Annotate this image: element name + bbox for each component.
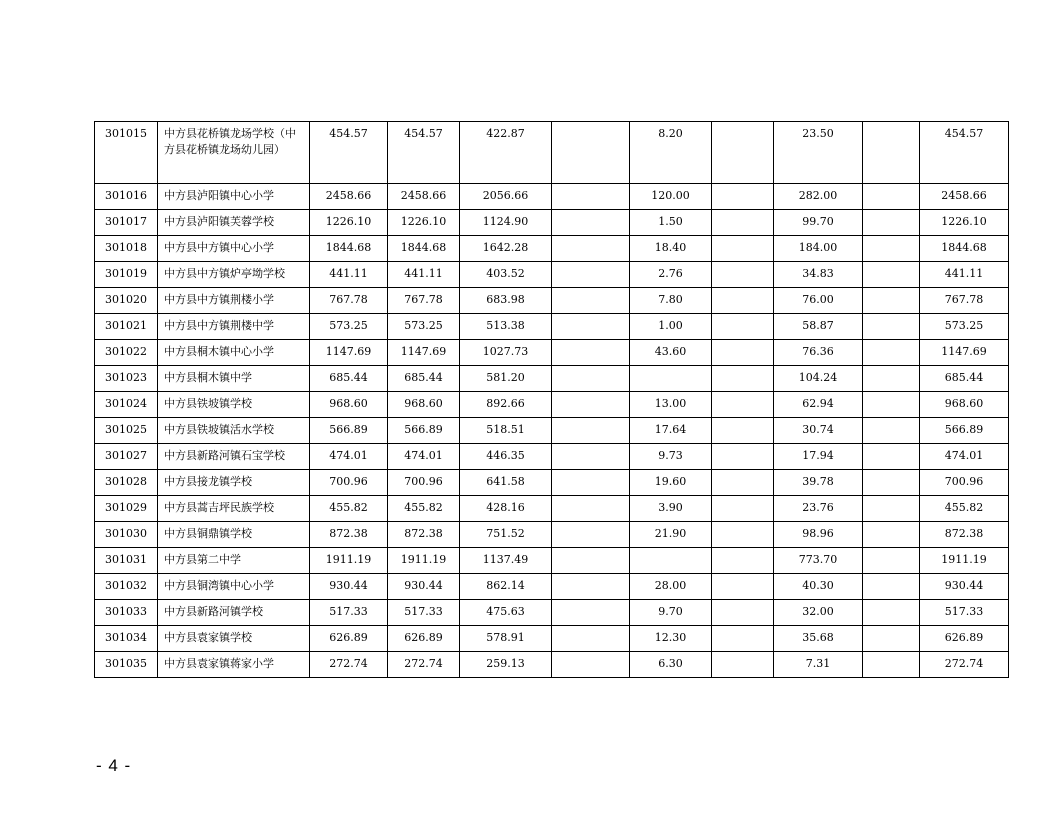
amount-cell: 641.58	[460, 470, 552, 496]
amount-cell	[552, 210, 630, 236]
amount-cell: 39.78	[774, 470, 863, 496]
amount-cell	[863, 470, 920, 496]
amount-cell	[863, 340, 920, 366]
amount-cell	[863, 122, 920, 184]
amount-cell: 685.44	[310, 366, 388, 392]
amount-cell: 700.96	[920, 470, 1009, 496]
unit-code-cell: 301018	[95, 236, 158, 262]
unit-code-cell: 301020	[95, 288, 158, 314]
amount-cell: 13.00	[630, 392, 712, 418]
amount-cell: 573.25	[920, 314, 1009, 340]
amount-cell: 272.74	[388, 652, 460, 678]
amount-cell: 34.83	[774, 262, 863, 288]
page-number: - 4 -	[96, 756, 132, 775]
amount-cell: 3.90	[630, 496, 712, 522]
amount-cell: 30.74	[774, 418, 863, 444]
unit-name-cell: 中方县泸阳镇芙蓉学校	[158, 210, 310, 236]
table-row	[95, 340, 1009, 366]
amount-cell	[630, 548, 712, 574]
amount-cell	[863, 210, 920, 236]
unit-code-cell: 301034	[95, 626, 158, 652]
unit-name-cell: 中方县铁坡镇学校	[158, 392, 310, 418]
amount-cell	[863, 652, 920, 678]
amount-cell: 1147.69	[920, 340, 1009, 366]
amount-cell: 104.24	[774, 366, 863, 392]
amount-cell: 32.00	[774, 600, 863, 626]
amount-cell: 21.90	[630, 522, 712, 548]
amount-cell: 259.13	[460, 652, 552, 678]
amount-cell	[552, 600, 630, 626]
unit-name-cell: 中方县桐木镇中心小学	[158, 340, 310, 366]
amount-cell: 454.57	[310, 122, 388, 184]
amount-cell	[552, 522, 630, 548]
amount-cell	[863, 392, 920, 418]
amount-cell: 19.60	[630, 470, 712, 496]
amount-cell	[630, 366, 712, 392]
amount-cell	[863, 626, 920, 652]
amount-cell: 872.38	[920, 522, 1009, 548]
amount-cell: 566.89	[920, 418, 1009, 444]
amount-cell: 773.70	[774, 548, 863, 574]
table-row	[95, 626, 1009, 652]
amount-cell: 23.76	[774, 496, 863, 522]
table-row	[95, 184, 1009, 210]
amount-cell: 62.94	[774, 392, 863, 418]
amount-cell: 518.51	[460, 418, 552, 444]
unit-name-cell: 中方县铁坡镇活水学校	[158, 418, 310, 444]
amount-cell: 683.98	[460, 288, 552, 314]
amount-cell: 1911.19	[388, 548, 460, 574]
amount-cell: 475.63	[460, 600, 552, 626]
amount-cell: 428.16	[460, 496, 552, 522]
unit-name-cell: 中方县泸阳镇中心小学	[158, 184, 310, 210]
amount-cell	[712, 288, 774, 314]
amount-cell: 1226.10	[920, 210, 1009, 236]
amount-cell: 9.73	[630, 444, 712, 470]
amount-cell: 23.50	[774, 122, 863, 184]
amount-cell	[712, 236, 774, 262]
amount-cell: 862.14	[460, 574, 552, 600]
amount-cell: 441.11	[310, 262, 388, 288]
amount-cell	[712, 600, 774, 626]
amount-cell: 9.70	[630, 600, 712, 626]
amount-cell	[712, 392, 774, 418]
amount-cell: 17.64	[630, 418, 712, 444]
budget-table-container	[94, 121, 1008, 678]
amount-cell: 578.91	[460, 626, 552, 652]
amount-cell	[712, 418, 774, 444]
amount-cell: 767.78	[388, 288, 460, 314]
amount-cell: 1226.10	[310, 210, 388, 236]
amount-cell: 76.00	[774, 288, 863, 314]
amount-cell	[552, 652, 630, 678]
amount-cell: 6.30	[630, 652, 712, 678]
amount-cell: 700.96	[388, 470, 460, 496]
amount-cell: 968.60	[920, 392, 1009, 418]
amount-cell	[712, 574, 774, 600]
unit-name-cell: 中方县中方镇中心小学	[158, 236, 310, 262]
amount-cell	[863, 600, 920, 626]
table-row	[95, 418, 1009, 444]
budget-table	[94, 121, 1009, 678]
amount-cell	[863, 522, 920, 548]
amount-cell	[552, 392, 630, 418]
amount-cell	[712, 444, 774, 470]
amount-cell: 272.74	[310, 652, 388, 678]
amount-cell	[712, 122, 774, 184]
amount-cell: 99.70	[774, 210, 863, 236]
unit-code-cell: 301027	[95, 444, 158, 470]
amount-cell	[712, 184, 774, 210]
unit-name-cell: 中方县袁家镇蒋家小学	[158, 652, 310, 678]
amount-cell: 968.60	[388, 392, 460, 418]
amount-cell: 28.00	[630, 574, 712, 600]
amount-cell: 403.52	[460, 262, 552, 288]
amount-cell	[552, 236, 630, 262]
amount-cell: 18.40	[630, 236, 712, 262]
unit-name-cell: 中方县铜湾镇中心小学	[158, 574, 310, 600]
table-row	[95, 262, 1009, 288]
amount-cell: 930.44	[310, 574, 388, 600]
amount-cell: 1137.49	[460, 548, 552, 574]
table-row	[95, 444, 1009, 470]
amount-cell	[863, 444, 920, 470]
amount-cell	[712, 496, 774, 522]
unit-code-cell: 301025	[95, 418, 158, 444]
amount-cell: 767.78	[920, 288, 1009, 314]
amount-cell	[712, 470, 774, 496]
amount-cell: 1124.90	[460, 210, 552, 236]
amount-cell: 40.30	[774, 574, 863, 600]
amount-cell: 282.00	[774, 184, 863, 210]
amount-cell: 626.89	[310, 626, 388, 652]
table-row	[95, 652, 1009, 678]
amount-cell: 581.20	[460, 366, 552, 392]
amount-cell: 454.57	[920, 122, 1009, 184]
amount-cell: 892.66	[460, 392, 552, 418]
amount-cell: 272.74	[920, 652, 1009, 678]
amount-cell	[863, 236, 920, 262]
amount-cell: 455.82	[310, 496, 388, 522]
unit-code-cell: 301017	[95, 210, 158, 236]
amount-cell: 422.87	[460, 122, 552, 184]
amount-cell: 1642.28	[460, 236, 552, 262]
amount-cell: 1226.10	[388, 210, 460, 236]
amount-cell: 573.25	[310, 314, 388, 340]
amount-cell: 17.94	[774, 444, 863, 470]
amount-cell: 441.11	[920, 262, 1009, 288]
table-row	[95, 496, 1009, 522]
amount-cell	[712, 626, 774, 652]
unit-code-cell: 301015	[95, 122, 158, 184]
amount-cell: 35.68	[774, 626, 863, 652]
amount-cell: 58.87	[774, 314, 863, 340]
amount-cell	[712, 340, 774, 366]
amount-cell: 2458.66	[310, 184, 388, 210]
amount-cell	[552, 314, 630, 340]
amount-cell	[712, 262, 774, 288]
amount-cell	[552, 444, 630, 470]
unit-name-cell: 中方县袁家镇学校	[158, 626, 310, 652]
amount-cell: 43.60	[630, 340, 712, 366]
amount-cell	[552, 366, 630, 392]
unit-name-cell: 中方县蒿吉坪民族学校	[158, 496, 310, 522]
amount-cell	[863, 366, 920, 392]
amount-cell: 968.60	[310, 392, 388, 418]
amount-cell: 513.38	[460, 314, 552, 340]
unit-code-cell: 301035	[95, 652, 158, 678]
amount-cell: 626.89	[388, 626, 460, 652]
amount-cell: 474.01	[310, 444, 388, 470]
table-row	[95, 522, 1009, 548]
amount-cell: 685.44	[388, 366, 460, 392]
amount-cell: 573.25	[388, 314, 460, 340]
unit-code-cell: 301032	[95, 574, 158, 600]
unit-name-cell: 中方县中方镇荆楼中学	[158, 314, 310, 340]
unit-name-cell: 中方县花桥镇龙场学校（中方县花桥镇龙场幼儿园）	[158, 122, 310, 184]
amount-cell	[712, 548, 774, 574]
unit-code-cell: 301031	[95, 548, 158, 574]
unit-name-cell: 中方县中方镇荆楼小学	[158, 288, 310, 314]
amount-cell: 1027.73	[460, 340, 552, 366]
amount-cell: 76.36	[774, 340, 863, 366]
table-row	[95, 600, 1009, 626]
table-row	[95, 548, 1009, 574]
amount-cell	[863, 548, 920, 574]
amount-cell: 1844.68	[920, 236, 1009, 262]
amount-cell: 1147.69	[310, 340, 388, 366]
unit-code-cell: 301029	[95, 496, 158, 522]
amount-cell: 455.82	[920, 496, 1009, 522]
amount-cell: 474.01	[388, 444, 460, 470]
amount-cell: 474.01	[920, 444, 1009, 470]
amount-cell: 700.96	[310, 470, 388, 496]
amount-cell: 930.44	[920, 574, 1009, 600]
amount-cell	[712, 210, 774, 236]
amount-cell: 872.38	[388, 522, 460, 548]
unit-code-cell: 301024	[95, 392, 158, 418]
unit-code-cell: 301033	[95, 600, 158, 626]
unit-name-cell: 中方县接龙镇学校	[158, 470, 310, 496]
amount-cell: 7.31	[774, 652, 863, 678]
amount-cell: 517.33	[388, 600, 460, 626]
amount-cell	[712, 522, 774, 548]
amount-cell: 446.35	[460, 444, 552, 470]
amount-cell	[863, 496, 920, 522]
amount-cell: 7.80	[630, 288, 712, 314]
amount-cell	[552, 184, 630, 210]
amount-cell: 767.78	[310, 288, 388, 314]
amount-cell: 454.57	[388, 122, 460, 184]
table-row	[95, 574, 1009, 600]
amount-cell	[552, 548, 630, 574]
table-row	[95, 236, 1009, 262]
unit-code-cell: 301022	[95, 340, 158, 366]
unit-name-cell: 中方县铜鼎镇学校	[158, 522, 310, 548]
amount-cell: 455.82	[388, 496, 460, 522]
amount-cell	[552, 288, 630, 314]
amount-cell: 1844.68	[388, 236, 460, 262]
amount-cell: 441.11	[388, 262, 460, 288]
unit-name-cell: 中方县桐木镇中学	[158, 366, 310, 392]
table-row	[95, 210, 1009, 236]
unit-name-cell: 中方县中方镇炉亭坳学校	[158, 262, 310, 288]
amount-cell: 930.44	[388, 574, 460, 600]
amount-cell	[552, 496, 630, 522]
amount-cell	[552, 626, 630, 652]
amount-cell: 872.38	[310, 522, 388, 548]
amount-cell: 2458.66	[388, 184, 460, 210]
amount-cell	[863, 288, 920, 314]
unit-code-cell: 301028	[95, 470, 158, 496]
amount-cell	[863, 574, 920, 600]
table-body	[95, 122, 1009, 678]
amount-cell: 1.50	[630, 210, 712, 236]
amount-cell	[552, 470, 630, 496]
amount-cell: 184.00	[774, 236, 863, 262]
table-row	[95, 122, 1009, 184]
unit-code-cell: 301030	[95, 522, 158, 548]
amount-cell	[712, 652, 774, 678]
unit-name-cell: 中方县第二中学	[158, 548, 310, 574]
amount-cell	[863, 262, 920, 288]
amount-cell	[552, 418, 630, 444]
amount-cell: 1844.68	[310, 236, 388, 262]
amount-cell: 98.96	[774, 522, 863, 548]
unit-code-cell: 301016	[95, 184, 158, 210]
unit-name-cell: 中方县新路河镇学校	[158, 600, 310, 626]
table-row	[95, 470, 1009, 496]
amount-cell: 517.33	[310, 600, 388, 626]
amount-cell	[712, 366, 774, 392]
amount-cell: 1911.19	[310, 548, 388, 574]
amount-cell: 751.52	[460, 522, 552, 548]
amount-cell	[712, 314, 774, 340]
amount-cell	[552, 122, 630, 184]
amount-cell	[863, 314, 920, 340]
amount-cell: 2458.66	[920, 184, 1009, 210]
table-row	[95, 314, 1009, 340]
amount-cell: 1.00	[630, 314, 712, 340]
amount-cell: 1147.69	[388, 340, 460, 366]
amount-cell: 1911.19	[920, 548, 1009, 574]
amount-cell: 566.89	[388, 418, 460, 444]
unit-code-cell: 301021	[95, 314, 158, 340]
amount-cell: 517.33	[920, 600, 1009, 626]
unit-code-cell: 301019	[95, 262, 158, 288]
amount-cell: 2056.66	[460, 184, 552, 210]
amount-cell	[863, 184, 920, 210]
unit-code-cell: 301023	[95, 366, 158, 392]
amount-cell: 626.89	[920, 626, 1009, 652]
amount-cell	[863, 418, 920, 444]
amount-cell: 120.00	[630, 184, 712, 210]
amount-cell	[552, 340, 630, 366]
amount-cell: 12.30	[630, 626, 712, 652]
table-row	[95, 366, 1009, 392]
table-row	[95, 392, 1009, 418]
table-row	[95, 288, 1009, 314]
amount-cell: 2.76	[630, 262, 712, 288]
unit-name-cell: 中方县新路河镇石宝学校	[158, 444, 310, 470]
amount-cell	[552, 574, 630, 600]
amount-cell: 566.89	[310, 418, 388, 444]
amount-cell: 8.20	[630, 122, 712, 184]
amount-cell	[552, 262, 630, 288]
amount-cell: 685.44	[920, 366, 1009, 392]
